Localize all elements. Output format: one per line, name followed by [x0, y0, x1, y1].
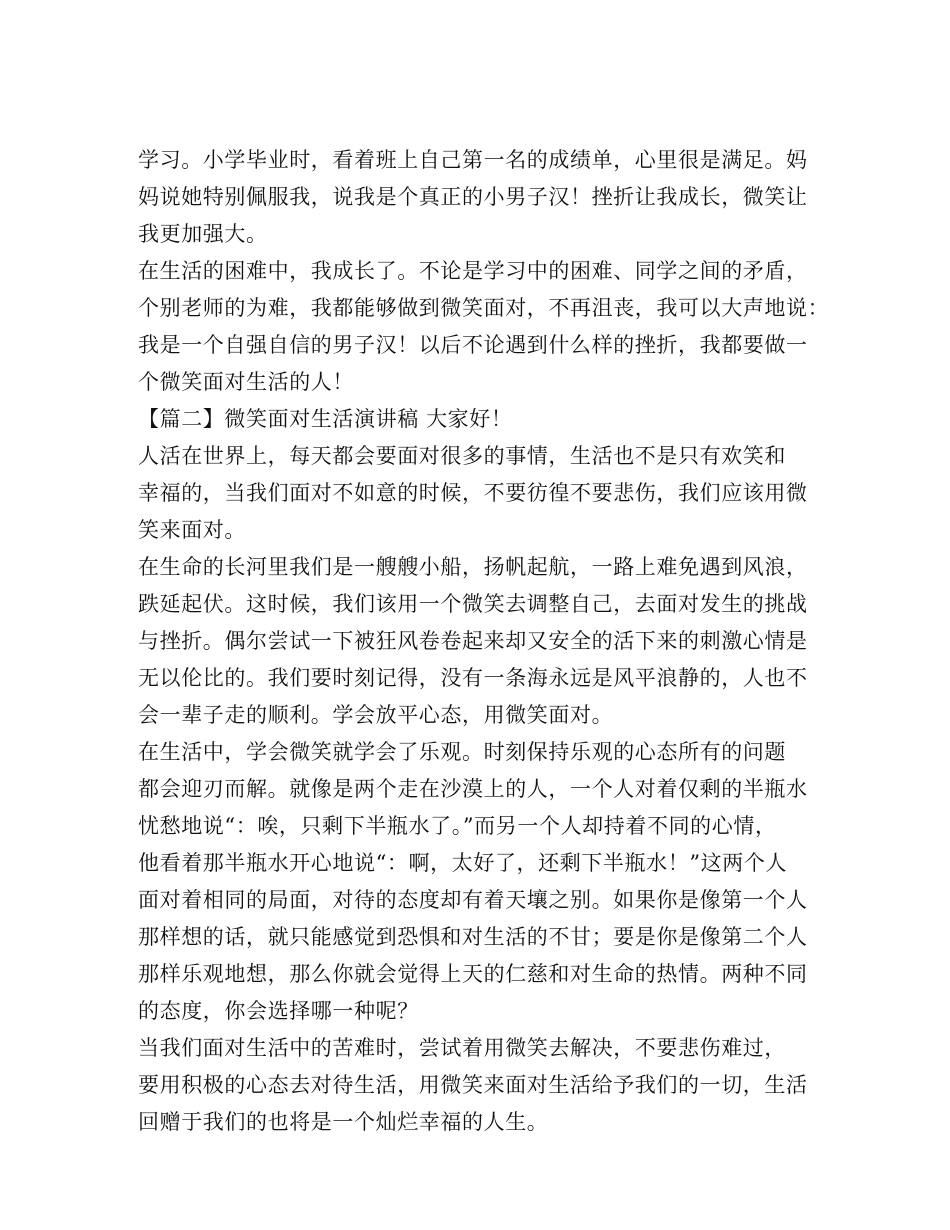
section-heading: 【篇二】微笑面对生活演讲稿 大家好！	[138, 407, 513, 431]
text-line: 都会迎刃而解。就像是两个走在沙漠上的人，一个人对着仅剩的半瓶水	[138, 777, 808, 801]
text-line: 面对着相同的局面，对待的态度却有着天壤之别。如果你是像第一个人	[138, 888, 808, 912]
document-body	[138, 142, 828, 1141]
text-line: 忧愁地说“：唉，只剩下半瓶水了。”而另一个人却持着不同的心情，	[138, 814, 777, 838]
text-line: 那样想的话，就只能感觉到恐惧和对生活的不甘；要是你是像第二个人	[138, 925, 808, 949]
text-line: 会一辈子走的顺利。学会放平心态，用微笑面对。	[138, 703, 614, 727]
text-line: 的态度，你会选择哪一种呢？	[138, 999, 419, 1023]
text-line: 那样乐观地想，那么你就会觉得上天的仁慈和对生命的热情。两种不同	[138, 962, 808, 986]
text-line: 妈说她特别佩服我，说我是个真正的小男子汉！挫折让我成长，微笑让	[138, 185, 808, 209]
text-line: 当我们面对生活中的苦难时，尝试着用微笑去解决，不要悲伤难过，	[138, 1036, 786, 1060]
text-line: 与挫折。偶尔尝试一下被狂风卷卷起来却又安全的活下来的刺激心情是	[138, 629, 808, 653]
text-line: 我更加强大。	[138, 222, 268, 246]
text-line: 学习。小学毕业时，看着班上自己第一名的成绩单，心里很是满足。妈	[138, 148, 808, 172]
text-line: 笑来面对。	[138, 518, 246, 542]
text-line: 在生活的困难中，我成长了。不论是学习中的困难、同学之间的矛盾，	[138, 259, 808, 283]
text-line: 个微笑面对生活的人！	[138, 370, 354, 394]
text-line: 在生活中，学会微笑就学会了乐观。时刻保持乐观的心态所有的问题	[138, 740, 786, 764]
text-line: 我是一个自强自信的男子汉！以后不论遇到什么样的挫折，我都要做一	[138, 333, 808, 357]
text-line: 在生命的长河里我们是一艘艘小船，扬帆起航，一路上难免遇到风浪，	[138, 555, 808, 579]
text-line: 要用积极的心态去对待生活，用微笑来面对生活给予我们的一切，生活	[138, 1073, 808, 1097]
text-line: 个别老师的为难，我都能够做到微笑面对，不再沮丧，我可以大声地说：	[138, 296, 830, 320]
text-line: 幸福的，当我们面对不如意的时候，不要彷徨不要悲伤，我们应该用微	[138, 481, 808, 505]
text-line: 他看着那半瓶水开心地说“：啊，太好了，还剩下半瓶水！”这两个人	[138, 851, 788, 875]
text-line: 无以伦比的。我们要时刻记得，没有一条海永远是风平浪静的，人也不	[138, 666, 808, 690]
text-line: 跌延起伏。这时候，我们该用一个微笑去调整自己，去面对发生的挑战	[138, 592, 808, 616]
text-line: 回赠于我们的也将是一个灿烂幸福的人生。	[138, 1110, 549, 1134]
text-line: 人活在世界上，每天都会要面对很多的事情，生活也不是只有欢笑和	[138, 444, 786, 468]
